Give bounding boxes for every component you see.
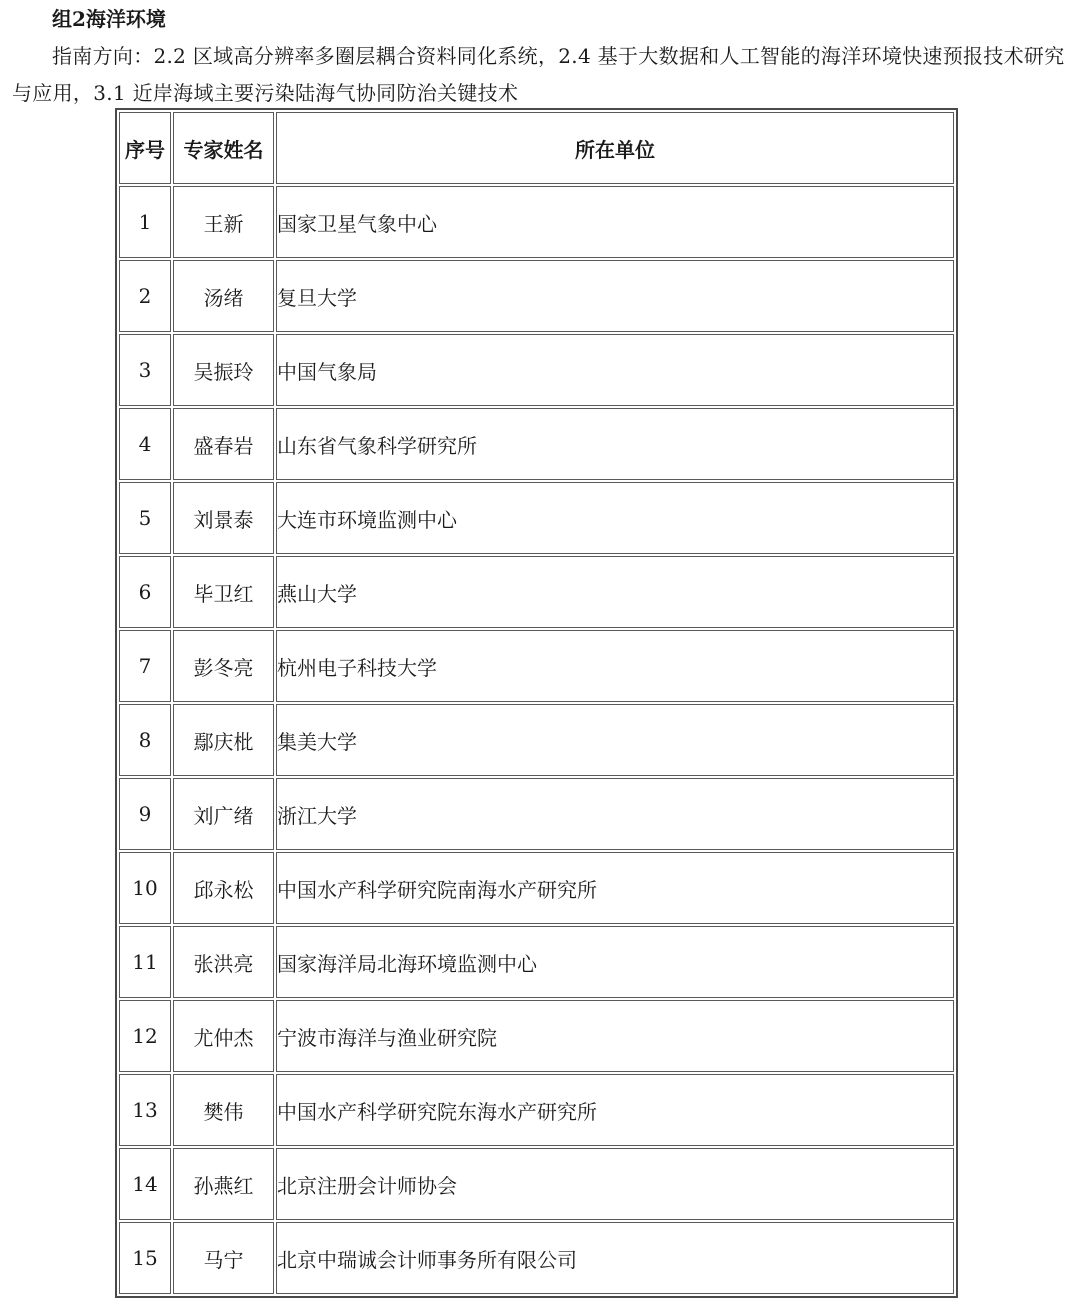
serial-number-cell: 12 (119, 1000, 171, 1072)
organization-cell: 浙江大学 (276, 778, 954, 850)
expert-name-cell: 鄢庆枇 (173, 704, 274, 776)
organization-cell: 山东省气象科学研究所 (276, 408, 954, 480)
expert-name-cell: 吴振玲 (173, 334, 274, 406)
table-body (119, 186, 954, 1294)
serial-number-cell: 5 (119, 482, 171, 554)
table-header-row (119, 112, 954, 184)
expert-name-cell: 彭冬亮 (173, 630, 274, 702)
table-row (119, 408, 954, 480)
table-row (119, 482, 954, 554)
table-row (119, 704, 954, 776)
organization-cell: 集美大学 (276, 704, 954, 776)
organization-cell: 中国水产科学研究院南海水产研究所 (276, 852, 954, 924)
organization-cell: 中国气象局 (276, 334, 954, 406)
table-row (119, 1222, 954, 1294)
organization-cell: 中国水产科学研究院东海水产研究所 (276, 1074, 954, 1146)
expert-table (115, 108, 958, 1298)
header-expert-name: 专家姓名 (173, 112, 274, 184)
expert-name-cell: 尤仲杰 (173, 1000, 274, 1072)
header-organization: 所在单位 (276, 112, 954, 184)
organization-cell: 杭州电子科技大学 (276, 630, 954, 702)
serial-number-cell: 3 (119, 334, 171, 406)
serial-number-cell: 13 (119, 1074, 171, 1146)
expert-name-cell: 毕卫红 (173, 556, 274, 628)
expert-name-cell: 刘景泰 (173, 482, 274, 554)
table-row (119, 334, 954, 406)
table-row (119, 630, 954, 702)
organization-cell: 宁波市海洋与渔业研究院 (276, 1000, 954, 1072)
group-title: 组2海洋环境 (52, 7, 166, 31)
serial-number-cell: 1 (119, 186, 171, 258)
serial-number-cell: 2 (119, 260, 171, 332)
serial-number-cell: 4 (119, 408, 171, 480)
expert-name-cell: 汤绪 (173, 260, 274, 332)
expert-name-cell: 邱永松 (173, 852, 274, 924)
expert-name-cell: 张洪亮 (173, 926, 274, 998)
organization-cell: 北京中瑞诚会计师事务所有限公司 (276, 1222, 954, 1294)
table-row (119, 1000, 954, 1072)
table-header (119, 112, 954, 184)
expert-name-cell: 樊伟 (173, 1074, 274, 1146)
organization-cell: 北京注册会计师协会 (276, 1148, 954, 1220)
table-row (119, 186, 954, 258)
organization-cell: 复旦大学 (276, 260, 954, 332)
expert-name-cell: 王新 (173, 186, 274, 258)
organization-cell: 燕山大学 (276, 556, 954, 628)
serial-number-cell: 14 (119, 1148, 171, 1220)
table-row (119, 260, 954, 332)
serial-number-cell: 7 (119, 630, 171, 702)
serial-number-cell: 8 (119, 704, 171, 776)
organization-cell: 大连市环境监测中心 (276, 482, 954, 554)
table-row (119, 1148, 954, 1220)
serial-number-cell: 6 (119, 556, 171, 628)
organization-cell: 国家卫星气象中心 (276, 186, 954, 258)
serial-number-cell: 11 (119, 926, 171, 998)
table-row (119, 1074, 954, 1146)
header-serial-number: 序号 (119, 112, 171, 184)
table-row (119, 778, 954, 850)
expert-name-cell: 孙燕红 (173, 1148, 274, 1220)
guide-direction-text: 指南方向：2.2 区域高分辨率多圈层耦合资料同化系统，2.4 基于大数据和人工智能的海洋环境快速预报技术研究与应用，3.1 近岸海域主要污染陆海气协同防治关键技术 (12, 44, 1065, 105)
expert-name-cell: 马宁 (173, 1222, 274, 1294)
expert-name-cell: 刘广绪 (173, 778, 274, 850)
serial-number-cell: 15 (119, 1222, 171, 1294)
serial-number-cell: 10 (119, 852, 171, 924)
organization-cell: 国家海洋局北海环境监测中心 (276, 926, 954, 998)
serial-number-cell: 9 (119, 778, 171, 850)
table-row (119, 852, 954, 924)
table-row (119, 926, 954, 998)
expert-name-cell: 盛春岩 (173, 408, 274, 480)
table-row (119, 556, 954, 628)
